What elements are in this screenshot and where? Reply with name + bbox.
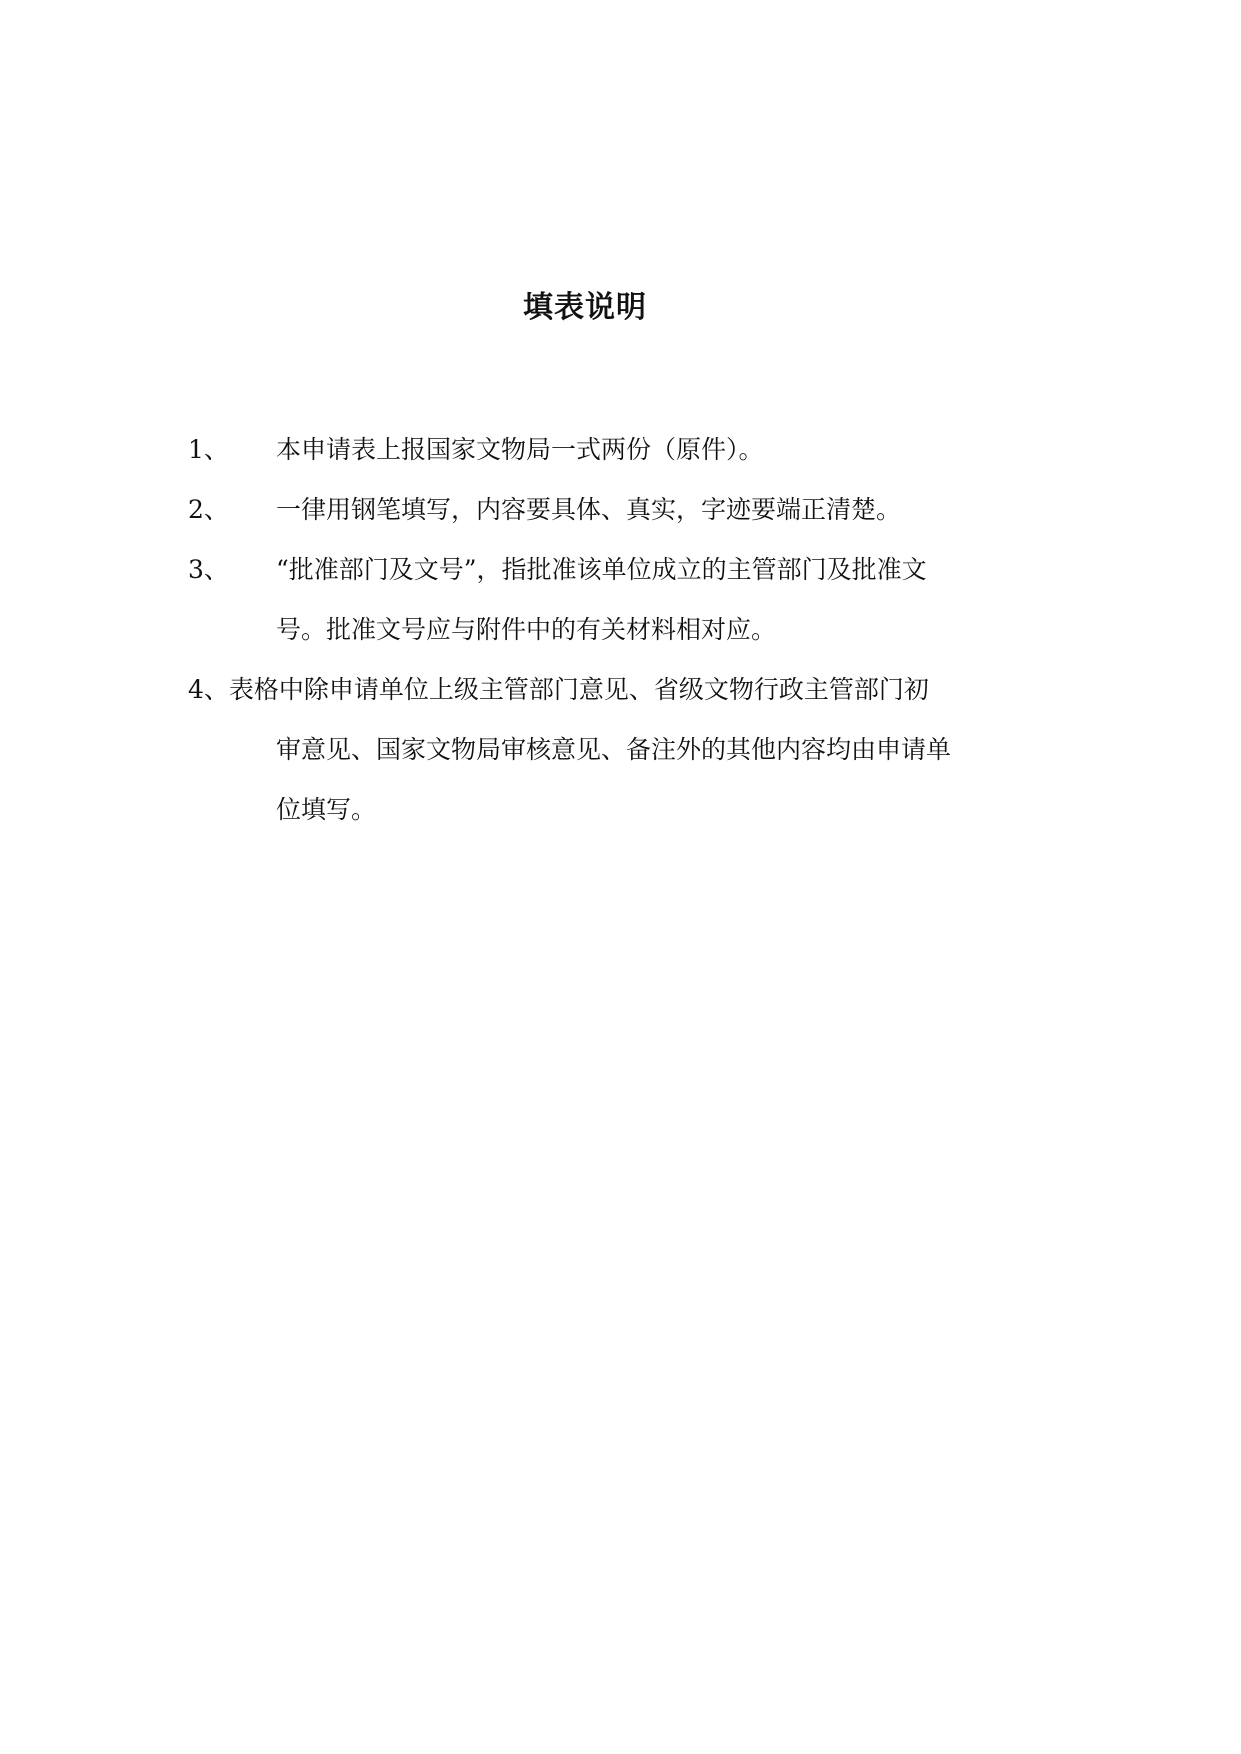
document-title: 填表说明 [523,290,647,325]
item-number: 4、 [188,675,229,704]
instruction-item-2 [188,480,1068,540]
instruction-item-1 [188,420,1068,480]
item-text-line: 本申请表上报国家文物局一式两份（原件）。 [276,435,764,464]
item-text-line: 位填写。 [276,795,377,824]
instruction-item-4 [188,660,1068,840]
item-text-line: 审意见、国家文物局审核意见、备注外的其他内容均由申请单 [276,735,952,764]
item-text-line: 表格中除申请单位上级主管部门意见、省级文物行政主管部门初 [228,675,929,704]
item-text-line: “批准部门及文号”，指批准该单位成立的主管部门及批准文 [276,555,927,584]
item-number: 2、 [188,495,229,524]
instruction-list [188,420,1068,840]
item-text-line: 一律用钢笔填写，内容要具体、真实，字迹要端正清楚。 [276,495,902,524]
item-number: 1、 [188,435,229,464]
item-text-line: 号。批准文号应与附件中的有关材料相对应。 [276,615,777,644]
item-number: 3、 [188,555,229,584]
instruction-item-3 [188,540,1068,660]
item-first-line [188,660,1068,720]
